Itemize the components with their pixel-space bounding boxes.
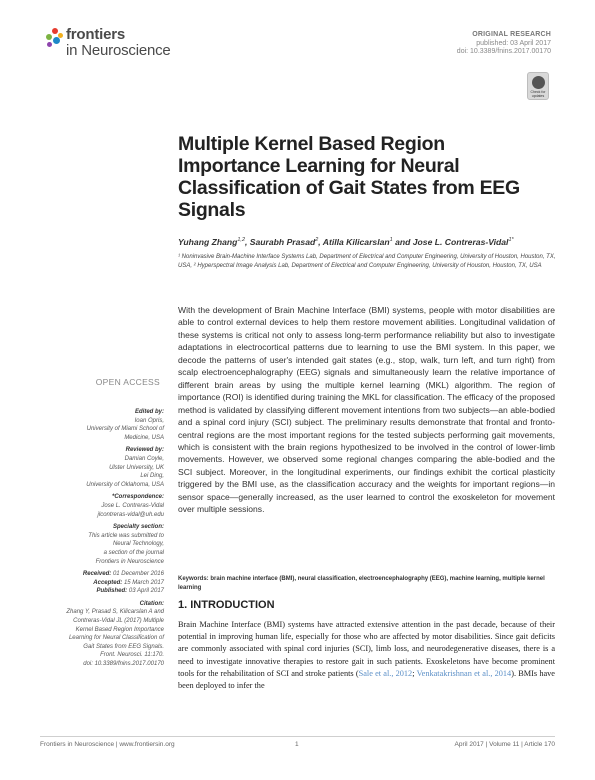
author-name[interactable]: Saurabh Prasad bbox=[249, 237, 316, 247]
author-name[interactable]: Atilla Kilicarslan bbox=[322, 237, 390, 247]
update-icon bbox=[532, 76, 545, 89]
author-name[interactable]: Jose L. Contreras-Vidal bbox=[412, 237, 509, 247]
check-for-updates-button[interactable] bbox=[527, 72, 549, 100]
footer-volume: April 2017 | Volume 11 | Article 170 bbox=[454, 741, 555, 748]
published-date: published: 03 April 2017 bbox=[476, 39, 551, 47]
reviewed-by-section: Reviewed by: Damian Coyle, Ulster University, UK Lei Ding, University of Oklahoma, USA bbox=[86, 447, 164, 488]
introduction-text: Brain Machine Interface (BMI) systems have attracted extensive attention in the past decade, because of their potential in improving human life, especially for those who are affected by motor disabilities. Since gait deficits are commonly associated with spinal cord injuries (SCI), limb loss, and neurodegenerative diseases, there is a need to investigate innovative therapies to restore gait in such patients. Exoskeletons have become prominent tools for the rehabilitation of SCI and stroke patients (Sale et al., 2012; Venkatakrishnan et al., 2014). BMIs have been deployed to infer the bbox=[178, 620, 555, 691]
article-sidebar bbox=[40, 408, 164, 673]
article-doi[interactable]: doi: 10.3389/fnins.2017.00170 bbox=[456, 48, 551, 55]
logo-journal-name: in Neuroscience bbox=[66, 42, 171, 59]
open-access-label: OPEN ACCESS bbox=[95, 377, 160, 387]
footer-journal[interactable]: Frontiers in Neuroscience | www.frontiersin.org bbox=[40, 741, 175, 748]
check-for-updates-label: Check for updates bbox=[530, 90, 546, 98]
keywords: Keywords: brain machine interface (BMI), neural classification, electroencephalography (EEG), machine learning, multiple kernel learning bbox=[178, 576, 545, 591]
abstract: With the development of Brain Machine Interface (BMI) systems, people with motor disabilities are able to control external devices to help them restore movement abilities. Longitudinal validation of these systems is critical not only to assess long-term performance reliability but also to investigate adaptations in electrocortical patterns due to learning to use the BMI system. In this paper, we decode the patterns of user's intended gait states (e.g., stop, walk, turn left, and turn right) from scalp electroencephalography (EEG) signals and simultaneously learn the relative importance of different brain areas by using the multiple kernel learning (MKL) algorithm. The region of importance (ROI) is identified during training the MKL for classification. The efficacy of the proposed method is validated by classifying different movement intentions from two subjects—an able-bodied and a spinal cord injury (SCI) subject. The preliminary results demonstrate that frontal and fronto-central regions are the most important regions for the tested subjects performing gait movements, which is consistent with the brain regions hypothesized to be involved in the control of lower-limb movements. However, we observed some regional changes comparing the able-bodied and the SCI subject. Moreover, in the longitudinal experiments, our findings exhibit the cortical plasticity triggered by the BMI use, as the classification accuracy and the weights for important regions—in sensor space—generally increased, as the user learned to control the exoskeleton for movement over multiple sessions. bbox=[178, 305, 555, 515]
footer-divider bbox=[40, 736, 555, 737]
logo-dots-icon bbox=[44, 28, 64, 48]
citation-link[interactable]: Venkatakrishnan et al., 2014 bbox=[416, 668, 512, 678]
author-name[interactable]: Yuhang Zhang bbox=[178, 237, 238, 247]
article-type: ORIGINAL RESEARCH bbox=[472, 31, 551, 38]
page-number: 1 bbox=[295, 741, 299, 748]
citation-section: Citation: Zhang Y, Prasad S, Kilicarslan A and Contreras-Vidal JL (2017) Multiple Kernel Based Region Importance Learning for Neural Classification of Gait States from EEG Signals. Front. Neurosci. 11:170. doi: 10.3389/fnins.2017.00170 bbox=[66, 600, 164, 668]
specialty-section: Specialty section: This article was submitted to Neural Technology, a section of the journal Frontiers in Neuroscience bbox=[88, 524, 164, 565]
section-heading: 1. INTRODUCTION bbox=[178, 599, 275, 611]
affiliations: ¹ Noninvasive Brain-Machine Interface Systems Lab, Department of Electrical and Computer Engineering, University of Houston, Houston, TX, USA, ² Hyperspectral Image Analysis Lab, Department of Electrical and Computer Engineering, University of Houston, Houston, TX, USA bbox=[178, 254, 556, 269]
edited-by-section: Edited by: Ioan Opris, University of Miami School of Medicine, USA bbox=[86, 409, 164, 441]
citation-link[interactable]: Sale et al., 2012 bbox=[358, 668, 413, 678]
article-title: Multiple Kernel Based Region Importance Learning for Neural Classification of Gait States from EEG Signals bbox=[178, 133, 520, 221]
dates-section: Received: 01 December 2016 Accepted: 15 March 2017 Published: 03 April 2017 bbox=[82, 571, 164, 595]
logo-wordmark: frontiers bbox=[66, 26, 126, 43]
correspondence-section: *Correspondence: Jose L. Contreras-Vidal jlcontreras-vidal@uh.edu bbox=[40, 493, 164, 519]
article-meta bbox=[457, 31, 551, 57]
author-list: Yuhang Zhang$^{1,2}$, Saurabh Prasad$^2$, Atilla Kilicarslan$^1$ and Jose L. Contreras-Vidal$^{1*}$ bbox=[178, 237, 514, 247]
correspondence-email[interactable]: jlcontreras-vidal@uh.edu bbox=[97, 511, 164, 518]
journal-logo bbox=[44, 26, 184, 62]
